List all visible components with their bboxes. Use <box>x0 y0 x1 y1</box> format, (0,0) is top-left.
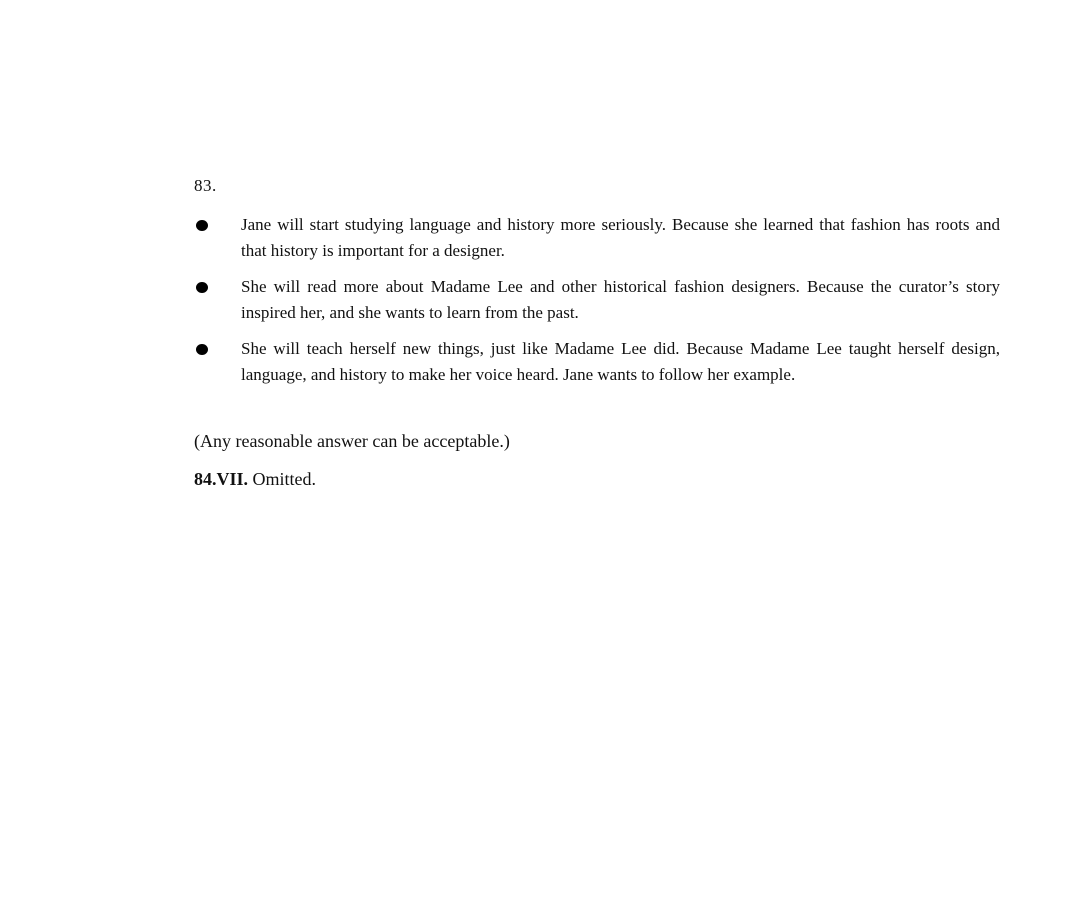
bullet-icon <box>196 344 208 355</box>
answer-text: Jane will start studying language and history more seriously. Because she learned that fashion has roots and that history is important for a designer. <box>241 215 1000 260</box>
bullet-icon <box>196 220 208 231</box>
answer-item <box>192 212 1000 264</box>
next-question-text: Omitted. <box>252 469 317 489</box>
answer-text: She will teach herself new things, just like Madame Lee did. Because Madame Lee taught herself design, language, and history to make her voice heard. Jane wants to follow her example. <box>241 339 1000 384</box>
answer-item <box>192 336 1000 388</box>
question-number: 83. <box>194 176 217 195</box>
answer-item <box>192 274 1000 326</box>
next-question <box>194 469 316 490</box>
acceptance-note: (Any reasonable answer can be acceptable.) <box>194 431 510 451</box>
bullet-icon <box>196 282 208 293</box>
answer-text: She will read more about Madame Lee and other historical fashion designers. Because the curator’s story inspired her, and she wants to learn from the past. <box>241 277 1000 322</box>
answer-list <box>192 212 1000 388</box>
next-question-label: 84.VII. <box>194 469 249 489</box>
